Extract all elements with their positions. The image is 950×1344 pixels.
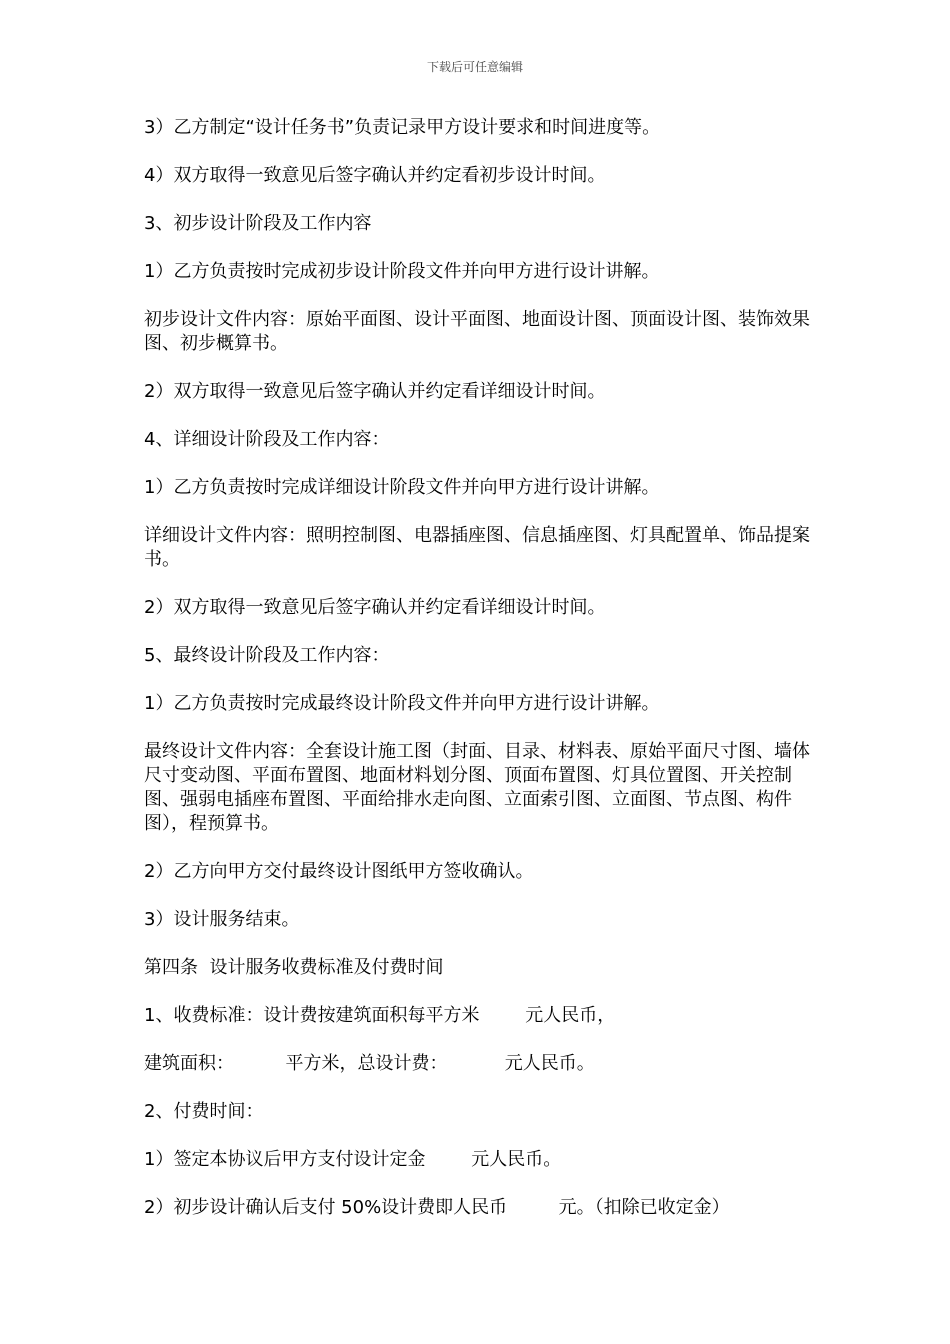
paragraph: 2）初步设计确认后支付 50%设计费即人民币 元。（扣除已收定金） (144, 1197, 730, 1218)
paragraph: 1）乙方负责按时完成详细设计阶段文件并向甲方进行设计讲解。 (144, 477, 660, 498)
header-note: 下载后可任意编辑 (426, 60, 523, 74)
paragraph: 2）双方取得一致意见后签字确认并约定看详细设计时间。 (144, 381, 606, 402)
section-heading: 5、最终设计阶段及工作内容： (144, 645, 390, 666)
section-heading: 4、详细设计阶段及工作内容： (144, 429, 390, 450)
paragraph: 详细设计文件内容：照明控制图、电器插座图、信息插座图、灯具配置单、饰品提案书。 (144, 525, 810, 570)
paragraph: 2）双方取得一致意见后签字确认并约定看详细设计时间。 (144, 597, 606, 618)
section-heading: 2、付费时间： (144, 1101, 264, 1122)
paragraph: 建筑面积： 平方米，总设计费： 元人民币。 (144, 1053, 595, 1074)
paragraph: 4）双方取得一致意见后签字确认并约定看初步设计时间。 (144, 165, 606, 186)
paragraph: 3）乙方制定“设计任务书”负责记录甲方设计要求和时间进度等。 (144, 117, 661, 138)
paragraph: 3）设计服务结束。 (144, 909, 300, 930)
document-body (144, 116, 814, 1244)
paragraph: 2）乙方向甲方交付最终设计图纸甲方签收确认。 (144, 861, 534, 882)
paragraph: 1）乙方负责按时完成最终设计阶段文件并向甲方进行设计讲解。 (144, 693, 660, 714)
article-heading: 第四条 设计服务收费标准及付费时间 (144, 957, 444, 978)
paragraph: 1、收费标准：设计费按建筑面积每平方米 元人民币， (144, 1005, 616, 1026)
paragraph: 最终设计文件内容：全套设计施工图（封面、目录、材料表、原始平面尺寸图、墙体尺寸变动图、平面布置图、地面材料划分图、顶面布置图、灯具位置图、开关控制图、强弱电插座布置图、平面给排水走向图、立面索引图、立面图、节点图、构件图），程预算书。 (144, 741, 810, 834)
section-heading: 3、初步设计阶段及工作内容 (144, 213, 372, 234)
paragraph: 1）乙方负责按时完成初步设计阶段文件并向甲方进行设计讲解。 (144, 261, 660, 282)
paragraph: 1）签定本协议后甲方支付设计定金 元人民币。 (144, 1149, 562, 1170)
paragraph: 初步设计文件内容：原始平面图、设计平面图、地面设计图、顶面设计图、装饰效果图、初步概算书。 (144, 309, 810, 354)
